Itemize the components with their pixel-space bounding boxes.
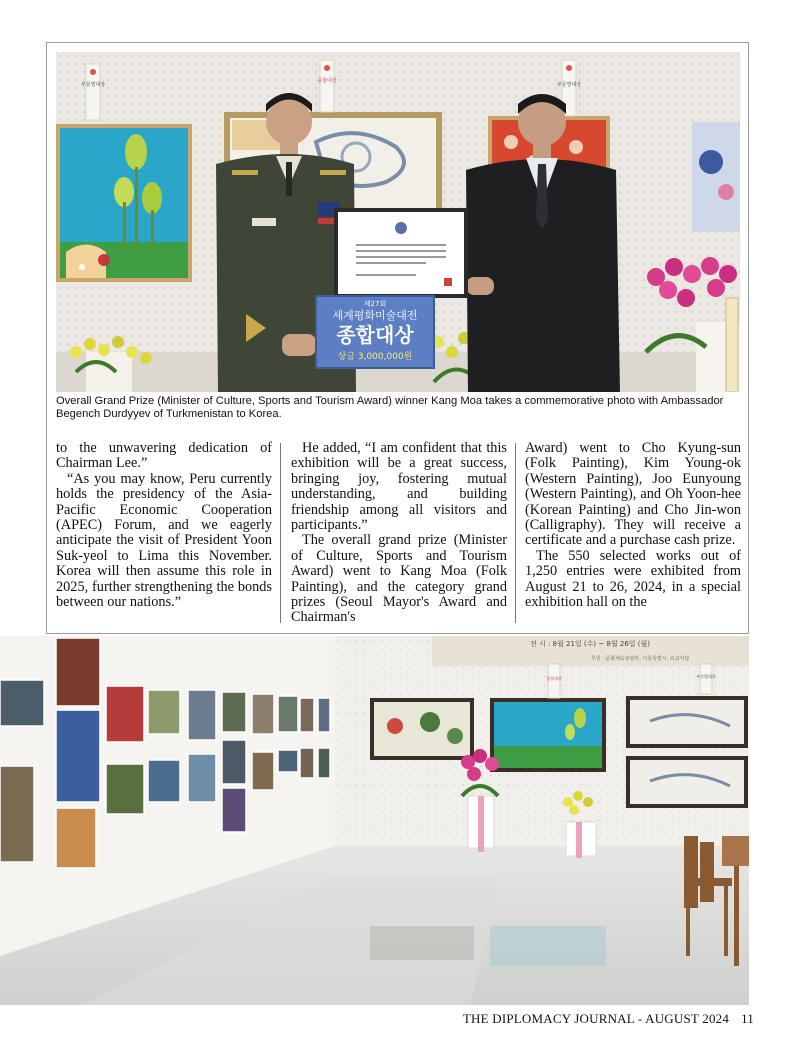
hall-sign-left: 종합대상 bbox=[546, 676, 562, 681]
banner-prize-text: 상금 3,000,000원 bbox=[337, 352, 413, 362]
photo-caption: Overall Grand Prize (Minister of Culture, Sports and Tourism Award) winner Kang Moa takes a commemorative photo with Ambassador Begench Durdyyev of Turkmenistan to Korea. bbox=[56, 395, 724, 420]
paragraph: The 550 selected works out of 1,250 entries were exhibited from August 21 to 26, 2024, in a special exhibition hall on the bbox=[525, 547, 741, 611]
paragraph: He added, “I am confident that this exhibition will be a great success, bringing joy, fostering mutual understanding, and building friendship among all visitors and participants.” bbox=[291, 440, 507, 534]
column-divider bbox=[515, 443, 516, 623]
page-number: 11 bbox=[741, 1011, 754, 1026]
banner-award-text: 종합대상 bbox=[336, 323, 414, 347]
article-body bbox=[56, 441, 742, 627]
page-footer bbox=[463, 1011, 754, 1027]
article-column-3 bbox=[525, 441, 741, 610]
article-column-2 bbox=[291, 441, 507, 626]
bottom-banner-sponsor: 후원 : 문화체육관광부, 서울특별시, 외교저널 bbox=[590, 656, 690, 662]
banner-small-text: 제27회 bbox=[363, 300, 387, 308]
column-divider bbox=[280, 443, 281, 623]
journal-name: THE DIPLOMACY JOURNAL - AUGUST 2024 bbox=[462, 1011, 730, 1026]
bottom-banner-dates: 전 시 : 8월 21일 (수) ~ 8월 26일 (월) bbox=[530, 640, 650, 648]
right-sign-text: 부문별대상 bbox=[556, 82, 582, 88]
paragraph: “As you may know, Peru currently holds the presidency of the Asia-Pacific Economic Cooperation (APEC) Forum, and we eagerly anticipate the visit of President Yoon Suk-yeol to Lima this November. Korea will then assume this role in 2025, further strengthening the bonds between our nations.” bbox=[56, 470, 272, 611]
center-sign-text: 종합대상 bbox=[317, 78, 337, 84]
paragraph: The overall grand prize (Minister of Culture, Sports and Tourism Award) went to Kang Moa (Folk Painting), and the category grand prizes (Seoul Mayor's Award and Chairman's bbox=[291, 532, 507, 626]
exhibition-hall-photo bbox=[0, 636, 749, 1005]
hall-sign-right: 부문별대상 bbox=[696, 674, 716, 679]
award-photo-illustration bbox=[56, 52, 740, 392]
article-column-1 bbox=[56, 441, 272, 610]
paragraph: Award) went to Cho Kyung-sun (Folk Painting), Kim Young-ok (Western Painting), Joo Eunyoung (Western Painting), and Oh Yoon-hee (Korean Painting) and Cho Jin-won (Calligraphy). They will receive a certificate and a purchase cash prize. bbox=[525, 440, 741, 549]
exhibition-hall-illustration bbox=[0, 636, 749, 1005]
paragraph: to the unwavering dedication of Chairman Lee.” bbox=[56, 440, 272, 472]
award-photo bbox=[56, 52, 740, 392]
banner-title-text: 세계평화미술대전 bbox=[332, 309, 418, 322]
left-sign-text: 부문별대상 bbox=[80, 82, 106, 88]
